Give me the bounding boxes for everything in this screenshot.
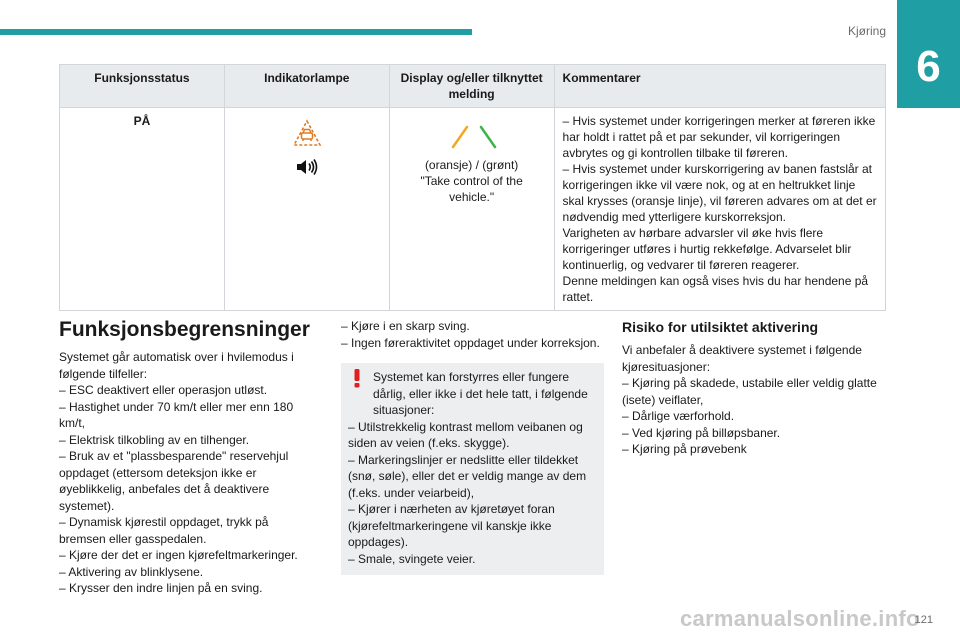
table-row xyxy=(60,108,886,311)
page-number: 121 xyxy=(914,614,933,626)
lane-keeping-warning-icon xyxy=(292,119,322,147)
limitations-continued-column xyxy=(341,318,604,575)
display-cell xyxy=(389,108,554,311)
function-status-table xyxy=(59,64,886,311)
status-value: PÅ xyxy=(60,108,225,311)
table-header-row xyxy=(60,65,886,108)
list-item: – Ingen føreraktivitet oppdaget under korreksjon. xyxy=(341,335,600,350)
exclamation-icon xyxy=(350,368,364,388)
chapter-number: 6 xyxy=(916,42,941,91)
display-color-note: (oransje) / (grønt) xyxy=(424,158,519,172)
header-indicator: Indikatorlampe xyxy=(224,65,389,108)
list-item: – ESC deaktivert eller operasjon utløst. xyxy=(59,383,268,397)
list-item: – Bruk av et "plassbesparende" reservehjul oppdaget (ettersom deteksjon ikke er øyeblikkelig, anbefales det å deaktivere systemet). xyxy=(59,449,289,513)
chapter-tab xyxy=(897,0,960,108)
comment-line: Denne meldingen kan også vises hvis du har hendene på rattet. xyxy=(562,274,869,304)
unintended-activation-column xyxy=(622,318,886,458)
list-item: – Hastighet under 70 km/t eller mer enn 180 km/t, xyxy=(59,399,294,430)
list-item: – Dynamisk kjørestil oppdaget, trykk på bremsen eller gasspedalen. xyxy=(59,515,269,546)
section-title: Kjøring xyxy=(847,24,886,38)
limitations-heading: Funksjonsbegrensninger xyxy=(59,318,310,341)
display-message: "Take control of the vehicle." xyxy=(420,174,523,204)
header-comments: Kommentarer xyxy=(554,65,885,108)
list-item: – Kjøring på skadede, ustabile eller veldig glatte (isete) veiflater, xyxy=(622,376,877,407)
warning-intro: Systemet kan forstyrres eller fungere dårlig, eller ikke i det hele tatt, i følgende situasjoner: xyxy=(373,370,588,417)
warning-item: – Markeringslinjer er nedslitte eller tildekket (snø, søle), eller det er veldig mange av dem (f.eks. under veiarbeid), xyxy=(348,452,587,500)
list-item: – Elektrisk tilkobling av en tilhenger. xyxy=(59,432,250,447)
list-item: – Dårlige værforhold. xyxy=(622,409,735,423)
header-status: Funksjonsstatus xyxy=(60,65,225,108)
watermark: carmanualsonline.info xyxy=(680,606,920,631)
indicator-cell xyxy=(224,108,389,311)
list-item: – Ved kjøring på billøpsbaner. xyxy=(622,425,781,440)
paragraph-line: Vi anbefaler å deaktivere systemet i følgende kjøresituasjoner: xyxy=(622,343,862,374)
warning-item: – Kjører i nærheten av kjøretøyet foran (kjørefeltmarkeringene vil kanskje ikke oppdages). xyxy=(348,502,555,549)
list-item: – Krysser den indre linjen på en sving. xyxy=(59,581,263,595)
unintended-activation-heading: Risiko for utilsiktet aktivering xyxy=(622,319,819,335)
header-display: Display og/eller tilknyttet melding xyxy=(389,65,554,108)
list-item: – Kjøre i en skarp sving. xyxy=(341,319,470,333)
paragraph-line: Systemet går automatisk over i hvilemodus i følgende tilfeller: xyxy=(59,350,294,381)
comments-cell xyxy=(554,108,885,311)
speaker-icon xyxy=(295,157,319,177)
warning-item: – Smale, svingete veier. xyxy=(348,551,476,566)
list-item: – Aktivering av blinklysene. xyxy=(59,564,204,579)
limitations-column xyxy=(59,318,310,597)
comment-line: Varigheten av hørbare advarsler vil øke hvis flere korrigeringer utføres i hurtig rekkefølge. Advarselet blir kontinuerlig, og vedvarer til føreren reagerer. xyxy=(562,226,852,272)
list-item: – Kjøre der det er ingen kjørefeltmarkeringer. xyxy=(59,548,298,562)
lane-lines-icon xyxy=(437,121,507,151)
comment-line: – Hvis systemet under korrigeringen merker at føreren ikke har holdt i rattet på et par sekunder, vil korrigeringen avbrytes og gi kontrollen tilbake til føreren. xyxy=(562,114,876,160)
list-item: – Kjøring på prøvebenk xyxy=(622,442,747,456)
warning-item: – Utilstrekkelig kontrast mellom veibanen og siden av veien (f.eks. skygge). xyxy=(348,419,583,450)
header-accent-bar xyxy=(0,29,472,35)
comment-line: – Hvis systemet under kurskorrigering av banen fastslår at korrigeringen ikke vil være nok, og at en heltrukket linje skal krysses (oransje linje), vil føreren advares om at det er nødvendig med ytterligere kurskorreksjon. xyxy=(562,162,877,224)
warning-box xyxy=(341,363,604,575)
